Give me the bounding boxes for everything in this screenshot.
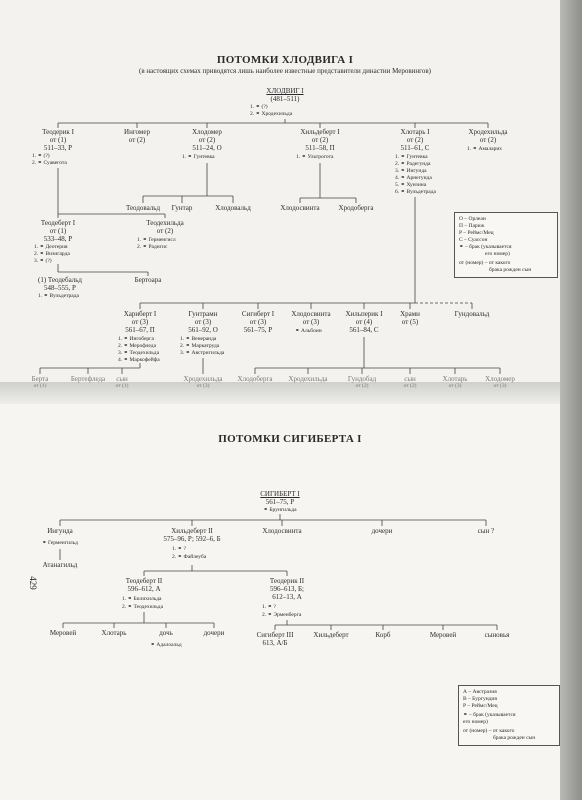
person-reign: 511–33, Р (43, 144, 73, 152)
marriage: 2. ⚭ Радигис (137, 244, 168, 250)
marriage: 1. ⚭ Ингоберга (118, 336, 154, 342)
person-origin: от (2) (156, 227, 174, 235)
marriage: 1. ⚭ Деотерия (34, 244, 68, 250)
person-name: Хлодомер (485, 375, 515, 383)
page-number: 429 (27, 576, 38, 590)
person-name: Хродехильда (468, 128, 508, 136)
person-hlodosvinta-2: Хлодосвинта (262, 527, 302, 535)
person-name: Хродехильда (288, 375, 328, 383)
person-origin: от (2) (198, 136, 216, 144)
person-origin: от (3) (249, 318, 267, 326)
person-teodovald: Теодовальд (125, 204, 161, 212)
section1-subtitle: (в настоящих схемах приводятся лишь наиболее известные представители династии Меровингов) (139, 67, 431, 75)
legend-item: от (номер) – от какого (459, 260, 511, 266)
marriage: 1. ⚭ Венеранда (180, 336, 217, 342)
legend-item: его номер) (463, 719, 488, 725)
person-name: Теодеберт I (40, 219, 76, 227)
person-reign: 561–67, П (125, 326, 155, 334)
person-origin: от (1) (33, 383, 47, 389)
legend-item: ⚭ – брак (указывается (463, 712, 516, 718)
person-origin: от (5) (401, 318, 419, 326)
person-hrodoberga: Хродоберга (338, 204, 374, 212)
marriage: 1. ⚭ ? (172, 546, 186, 552)
legend-section2 (458, 685, 560, 746)
person-merovei-b: Меровей (429, 631, 457, 639)
marriage: 6. ⚭ Вульдетрада (395, 189, 436, 195)
legend-item: брака рожден сын (493, 735, 536, 741)
marriage: 2. ⚭ Радегунда (395, 161, 431, 167)
person-sigibert-3-reign: 613, А/Б (262, 639, 288, 647)
marriage: 1. ⚭ Гунтевка (395, 154, 428, 160)
legend-item: В – Бургундия (463, 696, 497, 702)
person-hlodosvinta-a: Хлодосвинта (280, 204, 320, 212)
person-ingunda: Ингунда (47, 527, 73, 535)
marriage: 2. ⚭ Маркатруда (180, 343, 220, 349)
person-hildebert-b: Хильдеберт (313, 631, 349, 639)
person-name: Гунтрамн (188, 310, 218, 318)
marriage: 1. ⚭ Амаларих (467, 146, 503, 152)
person-origin: от (2) (406, 136, 424, 144)
legend-item: его номер) (485, 251, 510, 257)
ingunda-marriage: ⚭ Герменгильд (42, 540, 78, 546)
person-name: Хариберт I (123, 310, 157, 318)
marriage: 2. ⚭ Файлеуба (172, 554, 207, 560)
person-reign: 533–48, Р (43, 235, 73, 243)
marriage: 1. ⚭ Гунтевка (182, 154, 215, 160)
person-origin: от (1) (49, 227, 67, 235)
root-clovis-dates: (481–511) (270, 95, 300, 103)
person-name: Гундобад (347, 375, 377, 383)
legend-item: А – Австразия (463, 689, 497, 695)
person-origin: от (1) (49, 136, 67, 144)
marriage: 3. ⚭ (?) (34, 258, 52, 264)
root-sigibert-marriage: ⚭ Брунгильда (263, 507, 297, 513)
person-merovei-a: Меровей (49, 629, 77, 637)
person-origin: от (3) (448, 383, 462, 389)
person-name: Теодерик II (269, 577, 305, 585)
person-reign: 596–612, А (127, 585, 161, 593)
person-origin: от (3) (196, 383, 210, 389)
person-reign: 575–96, Р; 592–6, Б (163, 535, 221, 543)
marriage: 4. ⚭ Маркофейфа (118, 357, 160, 363)
person-name: Теодеберт II (125, 577, 163, 585)
person-name: Храмн (400, 310, 420, 318)
legend-item: ⚭ – брак (указывается (459, 244, 512, 250)
section2-title: ПОТОМКИ СИГИБЕРТА I (218, 433, 362, 445)
legend-item: Р – Реймс/Мец (459, 230, 494, 236)
marriage: 1. ⚭ Вульдетрада (38, 293, 79, 299)
person-gundovald: Гундовальд (454, 310, 490, 318)
person-reign: 561–92, О (188, 326, 218, 334)
marriage: 1. ⚭ Герменгисл (137, 237, 176, 243)
person-name: Хильперик I (345, 310, 383, 318)
person-origin: от (3) (493, 383, 507, 389)
person-son: сын ? (477, 527, 495, 535)
person-origin: от (1) (115, 383, 129, 389)
marriage: 3. ⚭ Ингунда (395, 168, 427, 174)
person-name: сын (404, 375, 416, 383)
person-origin: от (2) (128, 136, 146, 144)
person-name: Берта (31, 375, 49, 383)
person-guntar: Гунтар (171, 204, 193, 212)
doch-marriage: ⚭ Адалоальд (150, 642, 182, 648)
person-name: Бертефледа (70, 375, 106, 383)
person-origin: от (2) (355, 383, 369, 389)
marriage: 1. ⚭ ? (262, 604, 276, 610)
person-origin: от (3) (194, 318, 212, 326)
person-origin: от (3) (302, 318, 320, 326)
person-sigibert-3: Сигиберт III (256, 631, 294, 639)
person-name: Теодерик I (42, 128, 74, 136)
person-reign: 596–613, Б; (270, 585, 304, 593)
person-hlodovald: Хлодовальд (215, 204, 251, 212)
marriage: 3. ⚭ Теодехильда (118, 350, 160, 356)
person-name: Хильдеберт II (171, 527, 213, 535)
person-name: Хильдеберт I (300, 128, 340, 136)
marriage: 2. ⚭ Эрменберга (262, 612, 302, 618)
person-name: Хлотарь I (400, 128, 430, 136)
person-name: Теодехильда (146, 219, 184, 227)
root-marriage-1: 1. ⚭ (?) (250, 104, 268, 110)
legend-item: брака рожден сын (489, 267, 532, 273)
person-atanagild: Атанагильд (42, 561, 78, 569)
root-marriage-2: 2. ⚭ Хродехильда (250, 111, 293, 117)
person-name: Хродехильда (183, 375, 223, 383)
person-name: Сигиберт I (241, 310, 275, 318)
legend-item: от (номер) – от какого (463, 728, 515, 734)
person-name: Хлодомер (192, 128, 222, 136)
person-synovya: сыновья (484, 631, 510, 639)
person-docheri: дочери (371, 527, 393, 535)
person-name: сын (116, 375, 128, 383)
legend-section1 (454, 212, 558, 278)
person-korb: Корб (375, 631, 391, 639)
person-origin: от (2) (311, 136, 329, 144)
person-name: Хлотарь (442, 375, 468, 383)
person-bertoara: Бертоара (134, 276, 162, 284)
person-origin: от (2) (479, 136, 497, 144)
person-name: Хлодосвинта (291, 310, 331, 318)
marriage: 5. ⚭ Хунзина (395, 182, 427, 188)
legend-item: П – Париж (459, 223, 485, 229)
root-sigibert: СИГИБЕРТ I (260, 490, 300, 498)
marriage: 1. ⚭ Ультрогота (296, 154, 334, 160)
root-sigibert-dates: 561–75, Р (265, 498, 295, 506)
marriage: 2. ⚭ Суавегота (32, 160, 67, 166)
section1-title: ПОТОМКИ ХЛОДВИГА I (216, 54, 354, 66)
marriage: 3. ⚭ Австригильда (180, 350, 225, 356)
person-origin: от (4) (355, 318, 373, 326)
legend-item: Р – Реймс/Мец (463, 703, 498, 709)
person-reign: 548–555, Р (44, 284, 76, 292)
person-name: (1) Теодебальд (38, 276, 82, 284)
person-reign: 612–13, А (272, 593, 302, 601)
root-clovis: ХЛОДВИГ I (266, 87, 304, 95)
person-name: Хлодоберга (237, 375, 273, 383)
legend-item: С – Суассон (459, 237, 488, 243)
marriage: 1. ⚭ (?) (32, 153, 50, 159)
person-reign: 561–75, Р (243, 326, 273, 334)
marriage: 4. ⚭ Арнегунда (395, 175, 432, 181)
marriage: 2. ⚭ Визигарда (34, 251, 70, 257)
marriage: ⚭ Альбоин (295, 328, 322, 334)
marriage: 2. ⚭ Мерофледа (118, 343, 157, 349)
person-hlotar-a: Хлотарь (101, 629, 127, 637)
person-name: Ингомер (124, 128, 150, 136)
marriage: 1. ⚭ Билихильда (122, 596, 162, 602)
person-origin: от (2) (403, 383, 417, 389)
person-doch: дочь (159, 629, 173, 637)
person-reign: 511–24, О (192, 144, 222, 152)
person-reign: 561–84, С (349, 326, 379, 334)
person-reign: 511–58, П (305, 144, 335, 152)
person-reign: 511–61, С (400, 144, 430, 152)
person-docheri-b: дочери (203, 629, 225, 637)
person-origin: от (3) (131, 318, 149, 326)
marriage: 2. ⚭ Теодехильда (122, 604, 164, 610)
legend-item: О – Орлеан (459, 216, 486, 222)
